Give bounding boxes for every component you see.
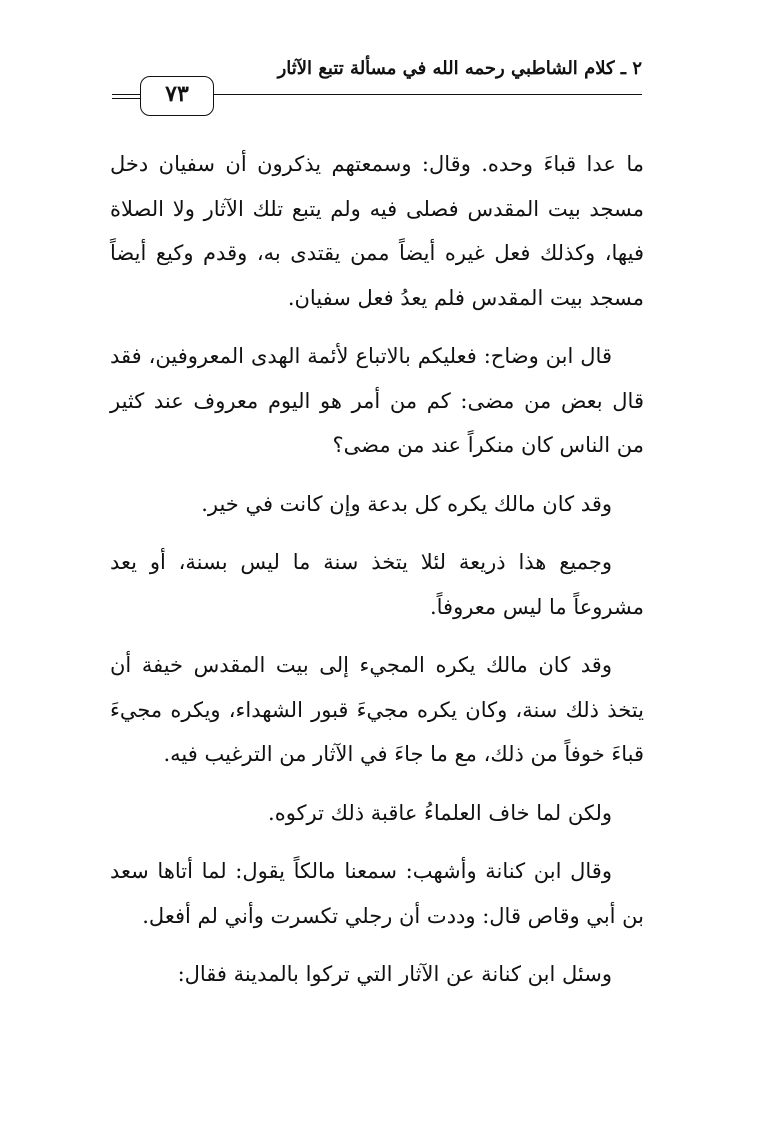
page-number-frame (140, 76, 214, 116)
running-title: ٢ ـ كلام الشاطبي رحمه الله في مسألة تتبع الآثار (277, 58, 642, 79)
paragraph-3: وقد كان مالك يكره كل بدعة وإن كانت في خير. (201, 491, 612, 516)
paragraph-2: قال ابن وضاح: فعليكم بالاتباع لأئمة الهدى المعروفين، فقد قال بعض من مضى: كم من أمر هو اليوم معروف عند كثير من الناس كان منكراً عند من مضى؟ (110, 344, 644, 457)
paragraph-6: ولكن لما خاف العلماءُ عاقبة ذلك تركوه. (268, 800, 612, 825)
page-header (112, 56, 642, 120)
paragraph-4: وجميع هذا ذريعة لئلا يتخذ سنة ما ليس بسنة، أو يعد مشروعاً ما ليس معروفاً. (110, 550, 644, 619)
paragraph-8: وسئل ابن كنانة عن الآثار التي تركوا بالمدينة فقال: (177, 962, 612, 986)
page-number: ٧٣ (165, 81, 189, 107)
body-text (110, 142, 644, 1011)
paragraph-1: ما عدا قباءَ وحده. وقال: وسمعتهم يذكرون أن سفيان دخل مسجد بيت المقدس فصلى فيه ولم يتبع تلك الآثار ولا الصلاة فيها، وكذلك فعل غيره أيضاً ممن يقتدى به، وقدم وكيع أيضاً مسجد بيت المقدس فلم يعدُ فعل سفيان. (110, 152, 644, 310)
paragraph-5: وقد كان مالك يكره المجيء إلى بيت المقدس خيفة أن يتخذ ذلك سنة، وكان يكره مجيءَ قبور الشهداء، ويكره مجيءَ قباءَ خوفاً من ذلك، مع ما جاءَ في الآثار من الترغيب فيه. (110, 653, 644, 766)
paragraph-7: وقال ابن كنانة وأشهب: سمعنا مالكاً يقول: لما أتاها سعد بن أبي وقاص قال: وددت أن رجلي تكسرت وأني لم أفعل. (110, 859, 644, 928)
